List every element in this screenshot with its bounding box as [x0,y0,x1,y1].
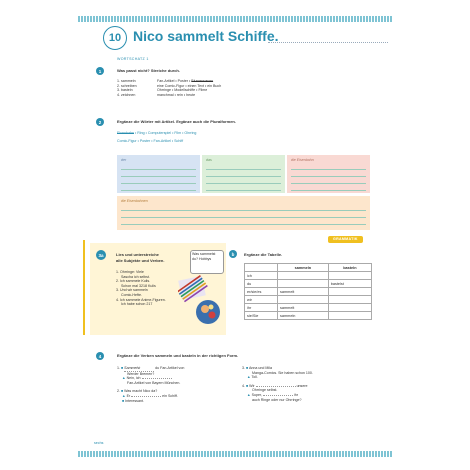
ex2-word-line-1: Eisenbahn • Ring • Computerspiel • Film • Ohrring [117,131,197,135]
ex4-right-column [242,366,372,402]
ex4-answer-blank[interactable] [131,396,161,397]
ex1-option[interactable]: ein Buch [207,83,222,88]
ex4-answer-blank[interactable] [256,386,296,387]
ex4-text: Toll. [251,375,258,380]
ex4-text: Fan-Artikel von Bayern München. [127,380,181,385]
ex1-option[interactable]: manchmal [157,92,174,97]
table-row [245,312,372,320]
ex4-text: Wir [249,383,255,388]
ex4-item: ▲ Toll. [247,375,258,380]
ex4-answer-blank[interactable] [142,378,172,379]
box-das-lines [206,163,281,191]
table-cell[interactable]: sammeln [278,312,329,320]
table-cell[interactable] [328,288,371,296]
ex4-text: ihr [293,392,298,397]
ex4-text: unsere [296,383,308,388]
ex4-left-column [117,366,237,403]
ex4-answer-blank[interactable]: Sammelst [124,366,154,372]
exercise-3a-number: 3a [96,250,106,260]
table-row [245,280,372,288]
exercise-3a-instruction-1: Lies und unterstreiche [116,252,159,257]
exercise-3a-instruction-2: alle Subjekte und Verben. [116,258,165,263]
ex4-text: Was macht Nico da? [124,389,158,394]
table-cell[interactable] [278,272,329,280]
table-header-cell [245,264,278,272]
ex1-row-label: 4. zeichnen [117,92,136,97]
table-header-row [245,264,372,272]
top-stripe [78,16,392,22]
exercise-3b-number: b [229,250,237,258]
table-cell: er/sie/es [245,288,278,296]
collection-photos [178,272,222,326]
table-cell: sie/Sie [245,312,278,320]
ex4-item: 2. ■ Was macht Nico da? [117,389,158,394]
ex1-option[interactable]: Poster [177,79,189,83]
ex4-text: ein Schiff. [162,393,178,398]
table-row [245,304,372,312]
box-das[interactable] [202,155,285,193]
exercise-1-rows [117,79,317,97]
exercise-4-instruction: Ergänze die Verben sammeln und basteln in der richtigen Form. [117,353,239,358]
ex1-row-label: 1. sammeln [117,79,136,83]
table-cell: du [245,280,278,288]
ex4-text: Interessant. [125,398,144,403]
ex3a-line: Comic-Hefte. [121,292,142,297]
box-die[interactable] [287,155,370,193]
ex1-option[interactable]: Filme [198,88,208,93]
ex4-item-number: 2. [117,389,120,394]
ex4-item: ■ Interessant. [122,398,144,403]
table-cell: ihr [245,304,278,312]
ex4-text: auch Ringe oder nur Ohrringe? [252,397,302,402]
ex4-item: 3. ■ Anna und Mila [242,366,272,370]
ex4-item: 1. ■ Sammelst du Fan-Artikel von [117,366,185,370]
ex3a-line: 2. Ich sammele Kulis. [116,279,151,284]
pens-photo [178,275,208,302]
ex1-option[interactable]: rein [176,92,183,97]
box-die-lines [291,163,366,191]
ex4-item: ▲ Nein, ich [117,376,237,381]
ex3a-line: 1. Ohrringe: Viele [116,270,144,274]
ex4-item: 4. ■ Wir unsere [242,383,308,388]
table-cell[interactable] [328,296,371,304]
ex3a-line: 3. Und wir sammeln [116,288,148,293]
conjugation-table [244,263,372,320]
ex1-row: 4. zeichnen manchmal • rein • heute [117,92,196,97]
table-cell[interactable]: sammelt [278,288,329,296]
ex1-row: 3. basteln Ohrringe • Modellschiffe • Filme [117,88,208,93]
ex4-text: Er [126,393,131,398]
ex4-text: Manga-Comics. Sie haben schon 100. [252,370,313,375]
box-plural-lines [121,204,366,225]
ex1-option[interactable]: Modellschiffe [174,88,196,93]
ex4-item-number: 4. [242,383,245,388]
box-plural[interactable] [117,196,370,230]
box-der[interactable] [117,155,200,193]
table-cell[interactable] [278,296,329,304]
ex1-row-label: 2. schreiben [117,83,137,88]
table-cell[interactable] [328,272,371,280]
page-footer: sechs [94,441,104,445]
exercise-3b-instruction: Ergänze die Tabelle. [244,252,283,257]
ex2-word: Film [174,131,182,135]
box-der-label: der [121,158,127,162]
box-das-label: das [206,158,212,162]
ex1-row: 2. schreiben eine Comic-Figur • einen Text • ein Buch [117,83,222,88]
ex4-text: Werder Bremen? [127,371,155,376]
table-cell[interactable] [328,312,371,320]
table-header-cell: sammeln [278,264,329,272]
ex4-item-number: 1. [117,366,120,370]
ex2-word-line-2: Comic-Figur • Poster • Fan-Artikel • Schiff [117,139,184,143]
ex2-word: Eisenbahn [117,131,134,135]
ex4-text: Super, [251,392,262,397]
exercise-1-number: 1 [96,67,104,75]
lesson-number: 10 [103,26,127,50]
ex2-word: Ring [137,131,145,135]
ex4-item: ▲ Super, ihr [247,392,298,397]
ex3a-line: Ich habe schon 217 [121,302,153,307]
speech-bubble: Was sammelst du? Hobbys [190,250,224,274]
ex2-word: Fan-Artikel [153,139,171,143]
ex2-word: Comic-Figur [117,139,137,143]
title-rule [268,42,388,43]
ex4-item-number: 3. [242,366,245,370]
ex2-word: Ohrring [184,131,197,135]
ex1-option[interactable]: eine Comic-Figur [157,83,185,88]
ex3a-line: Sascha ich selbst. [121,274,150,279]
table-row [245,296,372,304]
ex4-item: ▲ Er ein Schiff. [122,393,178,398]
grammar-marker [83,240,85,335]
exercise-1-instruction: Was passt nicht? Streiche durch. [117,68,180,73]
table-cell[interactable] [328,304,371,312]
exercise-2-instruction: Ergänze die Wörter mit Artikel. Ergänze auch die Pluralformen. [117,119,236,124]
ex2-word: Poster [139,139,151,143]
box-die-label: die Eisenbahn [291,158,314,162]
ex1-row-label: 3. basteln [117,88,133,93]
section-label: WORTSCHATZ 1 [117,57,149,61]
ex4-text: Nein, ich [126,376,141,381]
bottom-stripe [78,451,392,457]
ex3a-line: 4. Ich sammele Anime-Figuren. [116,297,166,302]
table-cell[interactable] [278,280,329,288]
table-cell: ich [245,272,278,280]
ex3a-line: Schon mal 3218 Kulis [121,283,156,288]
table-row [245,272,372,280]
table-row [245,288,372,296]
table-cell[interactable]: sammelt [278,304,329,312]
table-cell: wir [245,296,278,304]
ex4-answer-blank[interactable] [263,395,293,396]
ex2-word: Schiff [174,139,184,143]
ex1-option[interactable]: heute [186,92,196,97]
box-plural-label: die Eisenbahnen [121,199,148,203]
table-header-cell: basteln [328,264,371,272]
ex4-text: du Fan-Artikel von [155,366,185,370]
ex1-option[interactable]: Ohrringe [157,88,171,93]
exercise-4-number: 4 [96,352,104,360]
ex1-option[interactable]: Blumenvasen [191,79,214,83]
ex1-option[interactable]: Fan-Artikel [157,79,175,83]
box-der-lines [121,163,196,191]
ex2-word: Computerspiel [147,131,172,135]
figures-photo [196,300,220,324]
grammar-badge: GRAMMATIK [328,236,363,243]
lesson-title: Nico sammelt Schiffe. [133,28,279,44]
ex1-row: 1. sammeln Fan-Artikel • Poster • Blumenvasen [117,79,214,83]
ex1-option[interactable]: einen Text [187,83,204,88]
exercise-2-number: 2 [96,118,104,126]
ex4-text: Anna und Mila [248,366,272,370]
ex4-text: Ohrringe selbst. [252,388,278,393]
table-cell[interactable]: bastelst [328,280,371,288]
